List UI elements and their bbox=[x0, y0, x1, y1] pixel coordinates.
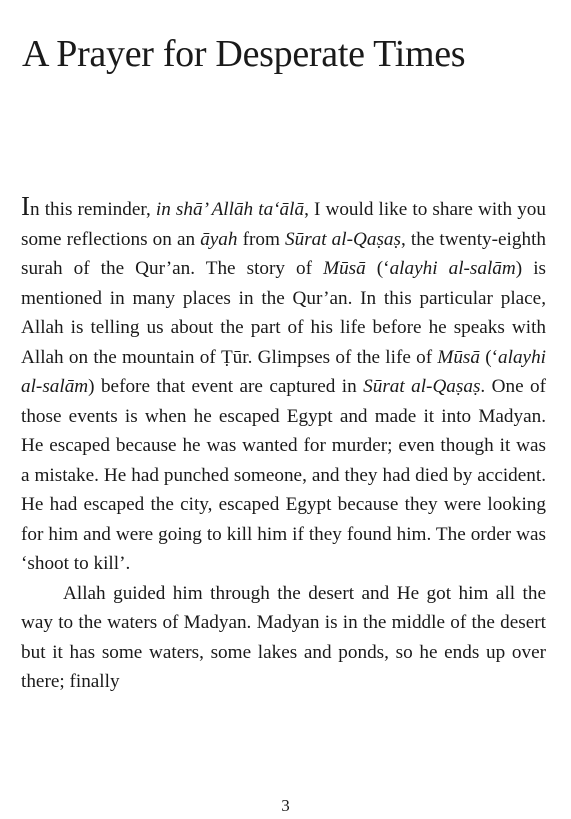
text-run: , the twenty-eighth surah of the Qur’an. The story of bbox=[21, 228, 546, 279]
chapter-title: A Prayer for Desperate Times bbox=[22, 33, 466, 75]
text-run: (‘ bbox=[365, 258, 390, 279]
text-run: n this reminder, bbox=[30, 199, 156, 220]
page-number: 3 bbox=[281, 796, 290, 815]
text-run: (‘ bbox=[480, 346, 499, 368]
text-run: from bbox=[237, 228, 285, 250]
text-run: ) before that event are captured in bbox=[88, 376, 364, 397]
body-text bbox=[21, 193, 546, 697]
text-run: ) is mentioned in many places in the Qur’an. In this particular place, Allah is telling us about the part of his life before he speaks with Allah on the mountain of Ṭūr. Glimpses of the life of bbox=[21, 258, 547, 368]
italic-term: alayhi al-salām bbox=[389, 258, 516, 279]
text-run: . One of those events is when he escaped Egypt and made it into Madyan. He escaped because he was wanted for murder; even though it was a mistake. He had punched someone, and they had died by accident. He had escaped the city, escaped Egypt because they were looking for him and were going to kill him if they found him. The order was ‘shoot to kill’. bbox=[21, 376, 546, 574]
italic-term: Sūrat al-Qaṣaṣ bbox=[363, 376, 481, 397]
paragraph bbox=[21, 579, 546, 697]
italic-term: in shā’ Allāh ta‘ālā bbox=[155, 199, 305, 220]
italic-term: Sūrat al-Qaṣaṣ bbox=[285, 228, 401, 250]
paragraph bbox=[21, 193, 546, 579]
drop-cap: I bbox=[21, 191, 30, 221]
text-run: , I would like to share with you some reflections on an bbox=[21, 199, 546, 250]
italic-term: Mūsā bbox=[437, 346, 480, 368]
italic-term: alayhi al-salām bbox=[21, 346, 546, 397]
text-run: Allah guided him through the desert and He got him all the way to the waters of Madyan. Madyan is in the middle of the desert but it has some waters, some lakes and ponds, so he ends up over there; finally bbox=[21, 582, 546, 692]
italic-term: Mūsā bbox=[323, 258, 366, 279]
italic-term: āyah bbox=[200, 228, 238, 250]
